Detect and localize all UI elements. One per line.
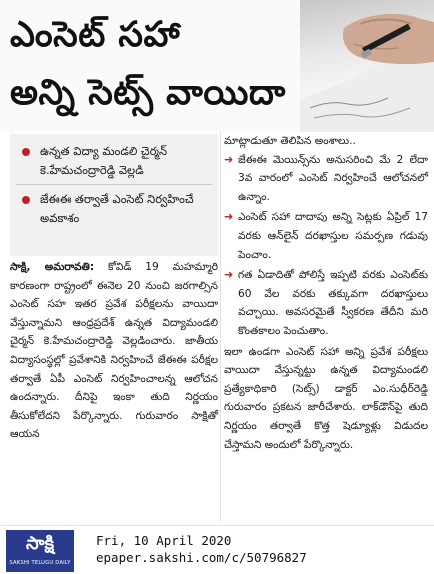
red-arrow-icon: ➜	[224, 152, 234, 166]
epaper-link[interactable]: epaper.sakshi.com/c/50796827	[96, 550, 307, 565]
sakshi-logo	[6, 530, 74, 572]
headline-line-1: ఎంసెట్ సహా	[10, 15, 181, 55]
column-divider	[220, 132, 221, 522]
red-arrow-icon: ➜	[224, 210, 234, 224]
headline-line-2: అన్ని సెట్స్ వాయిదా	[10, 73, 286, 113]
red-bullet-icon	[22, 148, 30, 156]
headline-area	[0, 0, 434, 132]
logo-subtext: SAKSHI TELUGU DAILY	[9, 560, 71, 566]
highlight-item	[16, 190, 212, 228]
point-item	[224, 266, 428, 340]
point-text: గత ఏడాదితో పోలిస్తే ఇప్పటి వరకు ఎంసెట్‌కు 60 వేల వరకు తక్కువగా దరఖాస్తులు వచ్చాయి. అవసరమైతే స్వీకరణ తేదీని మరి కొంతకాలం పెంచుతాం.	[238, 269, 428, 337]
headline	[10, 6, 310, 122]
logo-text: సాక్షి	[26, 533, 54, 554]
highlight-text: జేఈఈ తర్వాతే ఎంసెట్ నిర్వహించే అవకాశం	[40, 192, 194, 225]
point-item	[224, 208, 428, 264]
red-bullet-icon	[22, 196, 30, 204]
hand-writing-photo	[300, 0, 434, 132]
point-text: జేఈఈ మెయిన్స్‌ను అనుసరించి మే 2 లేదా 3వ వారంలో ఎంసెట్ నిర్వహించే ఆలోచనలో ఉన్నాం.	[238, 153, 428, 203]
highlights-box	[10, 134, 218, 256]
article-paragraph-final: ఇలా ఉండగా ఎంసెట్ సహా అన్ని ప్రవేశ పరీక్షలు వాయిదా వేస్తున్నట్టు ఉన్నత విద్యామండలి ప్రత్యేకాధికారి (సెట్స్) డాక్టర్ ఎం.సుధీర్‌రెడ్డి గురువారం ప్రకటన జారీచేశారు. లాక్‌డౌన్‌పై తుది నిర్ణయం తర్వాతే కొత్త షెడ్యూళ్లు విడుదల చేస్తామని అందులో పేర్కొన్నారు.	[224, 345, 428, 451]
highlight-divider	[16, 184, 212, 185]
article-intro: మాట్లాడుతూ తెలిపిన అంశాలు..	[224, 135, 356, 147]
footer-info	[96, 532, 307, 566]
article-right-column	[224, 132, 428, 454]
edition-date: Fri, 10 April 2020	[96, 533, 232, 548]
red-arrow-icon: ➜	[224, 268, 234, 282]
article-paragraph-text: కోవిడ్ 19 మహమ్మారి కారణంగా రాష్ట్రంలో ఈనెల 20 నుంచి జరగాల్సిన ఎంసెట్ సహ ఇతర ప్రవేశ పరీక్షలను వాయిదా వేస్తున్నామని ఆంధ్రప్రదేశ్ ఉన్నత విద్యామండలి చైర్మన్ కె.హేమచంద్రారెడ్డి వెల్లడించారు. జాతీయ విద్యాసంస్థల్లో ప్రవేశానికి నిర్వహించే జేఈఈ పరీక్షల తర్వాతే ఏపీ ఎంసెట్ నిర్వహించాలన్న ఆలోచన ఉందన్నారు. దీనిపై ఇంకా తుది నిర్ణయం తీసుకోలేదని పేర్కొన్నారు. గురువారం సాక్షితో ఆయన	[10, 261, 219, 441]
footer	[0, 525, 434, 574]
article-left-column	[10, 258, 218, 444]
writing-hand-illustration	[300, 0, 434, 132]
point-text: ఎంసెట్ సహా దాదాపు అన్ని సెట్లకు ఏప్రిల్ 17 వరకు ఆన్‌లైన్ దరఖాస్తుల సమర్పణ గడువు పెంచాం.	[238, 211, 428, 261]
dateline: సాక్షి, అమరావతి:	[10, 261, 95, 273]
point-item	[224, 151, 428, 207]
highlight-text: ఉన్నత విద్యా మండలి చైర్మన్ కె.హేమచంద్రారెడ్డి వెల్లడి	[40, 144, 168, 177]
highlight-item	[16, 142, 212, 180]
article-paragraph	[10, 258, 218, 444]
